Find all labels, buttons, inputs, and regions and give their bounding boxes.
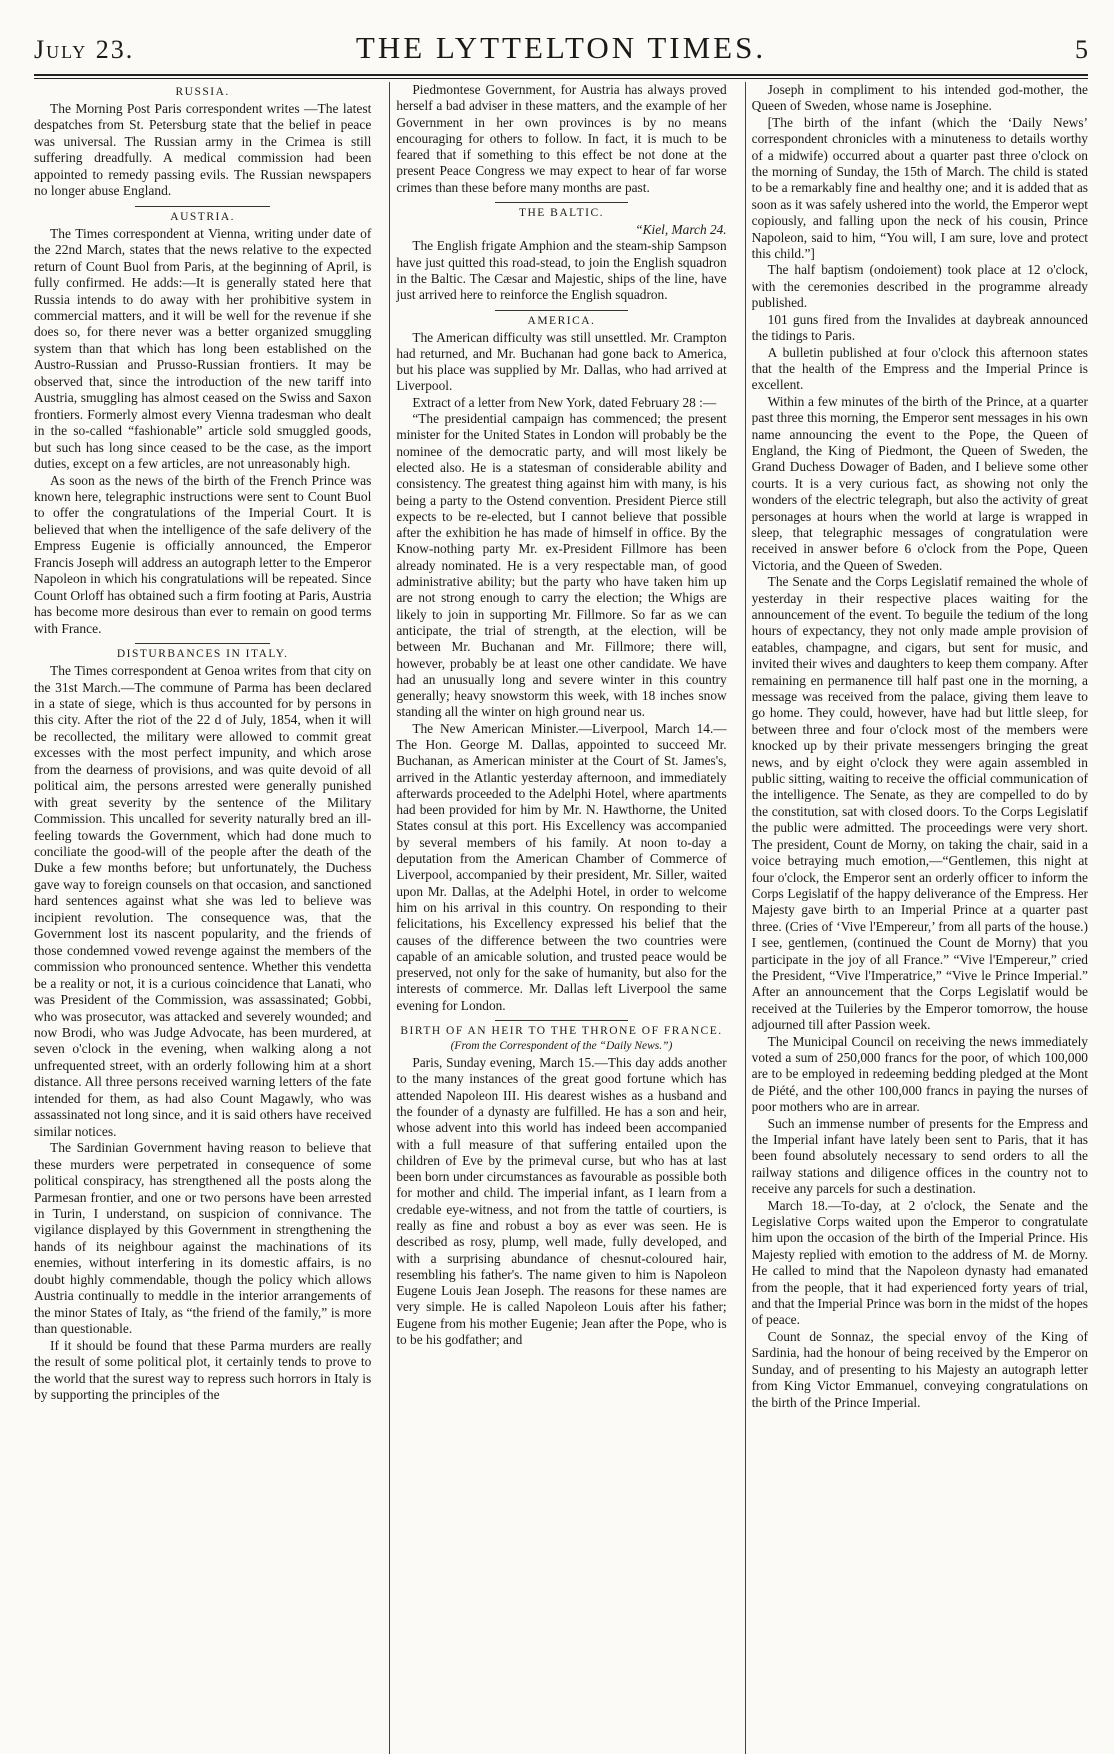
paragraph: March 18.—To-day, at 2 o'clock, the Senate and the Legislative Corps waited upon the Emperor to congratulate him upon the occasion of the birth of the Imperial Prince. His Majesty replied with emotion to the address of M. de Morny. He called to mind that the Napoleon dynasty had emanated from the people, that it had experienced forty years of trial, and that the Imperial Prince was born in the midst of the hopes of peace. xyxy=(751,1197,1088,1328)
section-divider xyxy=(495,202,627,203)
section-divider xyxy=(135,206,270,207)
section-divider xyxy=(495,310,627,311)
section-heading-russia: RUSSIA. xyxy=(175,86,230,98)
masthead-rule-thin xyxy=(34,78,1088,79)
paragraph: The Sardinian Government having reason to believe that these murders were perpetrated in consequence of some political conspiracy, has strengthened all the posts along the Parmesan frontier, and one or two persons have been arrested in Turin, I understand, on suspicion of connivance. The vigilance displayed by this Government in strengthening the hands of its neighbour against the machinations of its enemies, without interfering in its domestic affairs, is no doubt highly commendable, though the policy which allows Austria continually to meddle in the interior arrangements of the minor States of Italy, as “the friend of the family,” is more than questionable. xyxy=(34,1140,372,1337)
paragraph: Piedmontese Government, for Austria has always proved herself a bad adviser in these matters, and the example of her Government in her own provinces is by no means encouraging for others to follow. In fact, it is much to be feared that if something to this effect be not done at the present Peace Congress we may expect to hear of far worse crimes than these before many months are past. xyxy=(396,82,727,195)
paragraph: The Municipal Council on receiving the news immediately voted a sum of 250,000 francs for the poor, of which 100,000 are to be employed in redeeming bedding pledged at the Mont de Piété, and the other 100,000 francs in paying the nurses of poor mothers who are in arrear. xyxy=(751,1033,1088,1115)
paragraph: Joseph in compliment to his intended god-mother, the Queen of Sweden, whose name is Josephine. xyxy=(751,82,1088,114)
paragraph: As soon as the news of the birth of the French Prince was known here, telegraphic instructions were sent to Count Buol to offer the congratulations of the Imperial Court. It is believed that when the intelligence of the safe delivery of the Empress Eugenie is officially announced, the Emperor Francis Joseph will address an autograph letter to the Emperor Napoleon in which his congratulations will be repeated. Since Count Orloff has obtained such a firm footing at Paris, Austria has become more desirous than ever to remain on good terms with France. xyxy=(34,472,372,636)
section-subheading: (From the Correspondent of the “Daily News.”) xyxy=(450,1040,673,1053)
paragraph: The Times correspondent at Genoa writes from that city on the 31st March.—The commune of Parma has been declared in a state of siege, which is thus accounted for by persons in this city. After the riot of the 22 d of July, 1854, when it will be recollected, the military were allowed to commit great excesses with the most perfect impunity, and which arose from the dearness of provisions, and was quite devoid of all political aim, the persons arrested were generally punished with great severity by the sentence of the Military Commission. This uncalled for severity naturally bred an ill-feeling towards the Government, which had done much to conciliate the good-will of the people after the death of the Duke a few months before; but unfortunately, the Duchess gave way to foreign counsels on that occasion, and sanctioned hard sentences against what she was led to believe was incipient revolution. The consequence was, that the Government lost its nascent popularity, and the friends of those condemned vowed revenge against the members of the commission who pronounced sentence. Whether this vendetta be a reality or not, it is a curious coincidence that Lanati, who was President of the Commission, was assassinated; Gobbi, who was prosecutor, was attacked and severely wounded; and now Brodi, who was Judge Advocate, has been murdered, at seven o'clock in the evening, when walking along a not unfrequented street, with an orderly following him at a short distance. All three persons received warning letters of the fate intended for them, as had also Count Magawly, who was assassinated not long since, and it is said others have received similar notices. xyxy=(34,663,372,1139)
paragraph: Such an immense number of presents for the Empress and the Imperial infant have lately been sent to Paris, that it has been found absolutely necessary to send orders to all the railway stations and diligence offices in the country not to receive any parcels for such a destination. xyxy=(751,1115,1088,1197)
masthead xyxy=(34,30,1088,70)
newspaper-title: THE LYTTELTON TIMES. xyxy=(355,30,767,65)
section-heading-america: AMERICA. xyxy=(527,314,596,327)
column-1 xyxy=(34,82,377,1754)
paragraph: The Times correspondent at Vienna, writing under date of the 22nd March, states that the news relative to the expected return of Count Buol from Paris, at the beginning of April, is fully confirmed. He adds:—It is generally stated here that Russia intends to do away with her prohibitive system in commercial matters, and it will be well for the revenue if she does so, for there never was a better organized smuggling system than that which has long been established on the Austro-Russian and Prusso-Russian frontiers. It may be observed that, since the introduction of the new tariff into Austria, smuggling has almost ceased on the Swiss and Saxon frontiers. Formerly almost every Vienna tradesman who dealt in the so-called “fashionable” article sold smuggled goods, but such has long since ceased to be the case, as the import duties, except on a few articles, are not unreasonably high. xyxy=(34,225,372,472)
paragraph: The Morning Post Paris correspondent writes —The latest despatches from St. Petersburg state that the belief in peace was universal. The Russian army in the Crimea is still suffering dreadfully. A medical commission had been appointed to remedy passing evils. The Russian newspapers no longer abuse England. xyxy=(34,101,372,199)
paragraph: 101 guns fired from the Invalides at daybreak announced the tidings to Paris. xyxy=(751,311,1088,344)
issue-date: July 23. xyxy=(34,35,135,64)
section-heading-italy: DISTURBANCES IN ITALY. xyxy=(116,648,289,661)
paragraph: Paris, Sunday evening, March 15.—This day adds another to the many instances of the great good fortune which has attended Napoleon III. His dearest wishes as a husband and the founder of a dynasty are fulfilled. He has a son and heir, whose advent into this world has indeed been accompanied with a full measure of that suffering entailed upon the children of Eve by the primeval curse, but who has at last been born under circumstances as favourable as possible both for mother and child. The imperial infant, as I learn from a credable eye-witness, and not from the tattle of courtiers, is really as fine and robust a boy as ever was seen. He is described as rosy, plump, well made, fully developed, and with a surprising abundance of chesnut-coloured hair, resembling his father's. The name given to him is Napoleon Eugene Louis Jean Joseph. The reasons for these names are very simple. He is called Napoleon Louis after his father; Eugene from his mother Eugenie; Jean after the Pope, who is to be his godfather; and xyxy=(396,1055,727,1348)
paragraph: A bulletin published at four o'clock this afternoon states that the health of the Empress and the Imperial Prince is excellent. xyxy=(751,344,1088,393)
paragraph: The Senate and the Corps Legislatif remained the whole of yesterday in their respective places waiting for the announcement of the event. To beguile the tedium of the long hours of expectancy, they not only made ample provision of eatables, champagne, and cigars, but sent for music, and invited their wives and daughters to keep them company. After remaining en permanence till half past one in the morning, a message was received from the palace, giving them leave to go home. They could, however, have had but little sleep, for between three and four o'clock most of the members were knocked up by their private messengers bringing the great news, and by eight o'clock they were again assembled in public sitting, waiting to receive the official communication of the intelligence. The Senate, as they are compelled to do by the constitution, sat with closed doors. To the Corps Legislatif the public were admitted. The proceedings were very short. The president, Count de Morny, on taking the chair, said in a voice betraying much emotion,—“Gentlemen, this night at four o'clock, the Emperor sent an orderly officer to inform the Corps Legislatif of the happy deliverance of the Empress. Her Majesty gave birth to an Imperial Prince at a quarter past three. (Cries of ‘Vive l'Empereur,’ from all parts of the house.) I see, gentlemen, (continued the Count de Morny) that you participate in the joy of all France.” “Vive l'Empereur,” cried the President, “Vive l'Imperatrice,” “Vive le Prince Imperial.” After an announcement that the Corps Legislatif would be received at the Tuileries by the Emperor tomorrow, the house adjourned till after Passion week. xyxy=(751,574,1088,1033)
section-divider xyxy=(495,1020,627,1021)
column-3 xyxy=(745,82,1088,1754)
paragraph: The New American Minister.—Liverpool, March 14.—The Hon. George M. Dallas, appointed to succeed Mr. Buchanan, as American minister at the Court of St. James's, arrived in the Atlantic yesterday afternoon, and immediately afterwards proceeded to the Adelphi Hotel, where apartments had been provided for him by Mr. N. Hawthorne, the United States consul at this port. His Excellency was accompanied by several members of his family. At noon to-day a deputation from the American Chamber of Commerce of Liverpool, accompanied by their president, Mr. Siller, waited upon Mr. Dallas, at the Adelphi Hotel, in order to welcome him on his arrival in this country. On responding to their felicitations, his Excellency expressed his belief that the causes of the difference between the two countries were capable of an amicable solution, and trusted peace would be preserved, not only for the sake of humanity, but also for the interests of commerce. Mr. Dallas left Liverpool the same evening for London. xyxy=(396,720,727,1013)
paragraph: Count de Sonnaz, the special envoy of the King of Sardinia, had the honour of being received by the Emperor on Sunday, and of presenting to his Majesty an autograph letter from King Victor Emmanuel, conveying congratulations on the birth of the Prince Imperial. xyxy=(751,1328,1088,1410)
paragraph: The American difficulty was still unsettled. Mr. Crampton had returned, and Mr. Buchanan had gone back to America, but his place was supplied by Mr. Dallas, who had arrived at Liverpool. xyxy=(396,329,727,394)
paragraph: “The presidential campaign has commenced; the present minister for the United States in London will probably be the nominee of the democratic party, and will most likely be elected also. He is a statesman of considerable ability and consistency. The greatest thing against him with many, is his being a party to the Ostend convention. President Pierce still expects to be re-elected, but I cannot believe that possible after the exhibition he has made of himself in office. By the Know-nothing party Mr. ex-President Fillmore has been already nominated. He is a very respectable man, of good administrative ability; but the party who have taken him up are not strong enough to carry the election; the Whigs are likely to join in supporting Mr. Fillmore. So far as we can anticipate, the trial of strength, at the election, will be between Mr. Buchanan and Mr. Fillmore; there will, however, probably be at least one other candidate. We have had an unusually long and severe winter in this country generally; heavy snowstorm this week, with 18 inches snow standing all the winter on high ground near us. xyxy=(396,411,727,720)
section-divider xyxy=(135,643,270,644)
column-2 xyxy=(389,82,732,1754)
page-number: 5 xyxy=(1075,35,1088,64)
article-columns xyxy=(34,82,1088,1754)
section-heading-austria: AUSTRIA. xyxy=(170,210,236,223)
paragraph: The English frigate Amphion and the steam-ship Sampson have just quitted this road-stead, to join the English squadron in the Baltic. The Cæsar and Majestic, ships of the line, have just arrived here to reinforce the English squadron. xyxy=(396,238,727,303)
paragraph: Extract of a letter from New York, dated February 28 :— xyxy=(412,394,717,410)
section-heading-baltic: THE BALTIC. xyxy=(518,207,605,220)
dateline: “Kiel, March 24. xyxy=(635,222,727,238)
paragraph: [The birth of the infant (which the ‘Daily News’ correspondent chronicles with a minuteness to details worthy of a midwife) occurred about a quarter past three o'clock on the morning of Sunday, the 15th of March. The child is stated to be a remarkably fine and healthy one; and it is added that as soon as it was safely ushered into the world, the Emperor wept copiously, and falling upon the neck of his cousin, Prince Napoleon, said to him, “You will, I am sure, love and protect this child.”] xyxy=(751,114,1088,262)
paragraph: Within a few minutes of the birth of the Prince, at a quarter past three this morning, the Emperor sent messages in his own name announcing the event to the Pope, the Queen of England, the King of Piedmont, the Queen of Sweden, the Grand Duchess Dowager of Baden, and I believe some other courts. It is a very curious fact, as showing not only the wonders of the electric telegraph, but also the activity of great personages at hours when the world at large is wrapped in sleep, that telegraphic messages of congratulation were received in answer before 6 o'clock from the Pope, Queen Victoria, and the Queen of Sweden. xyxy=(751,393,1088,573)
paragraph: If it should be found that these Parma murders are really the result of some political plot, it certainly tends to prove to the world that the surest way to repress such horrors in Italy is by supporting the principles of the xyxy=(34,1337,372,1402)
section-heading-birth: BIRTH OF AN HEIR TO THE THRONE OF FRANCE. xyxy=(400,1025,723,1038)
paragraph: The half baptism (ondoiement) took place at 12 o'clock, with the ceremonies described in the programme already published. xyxy=(751,262,1088,311)
masthead-rule xyxy=(34,74,1088,76)
